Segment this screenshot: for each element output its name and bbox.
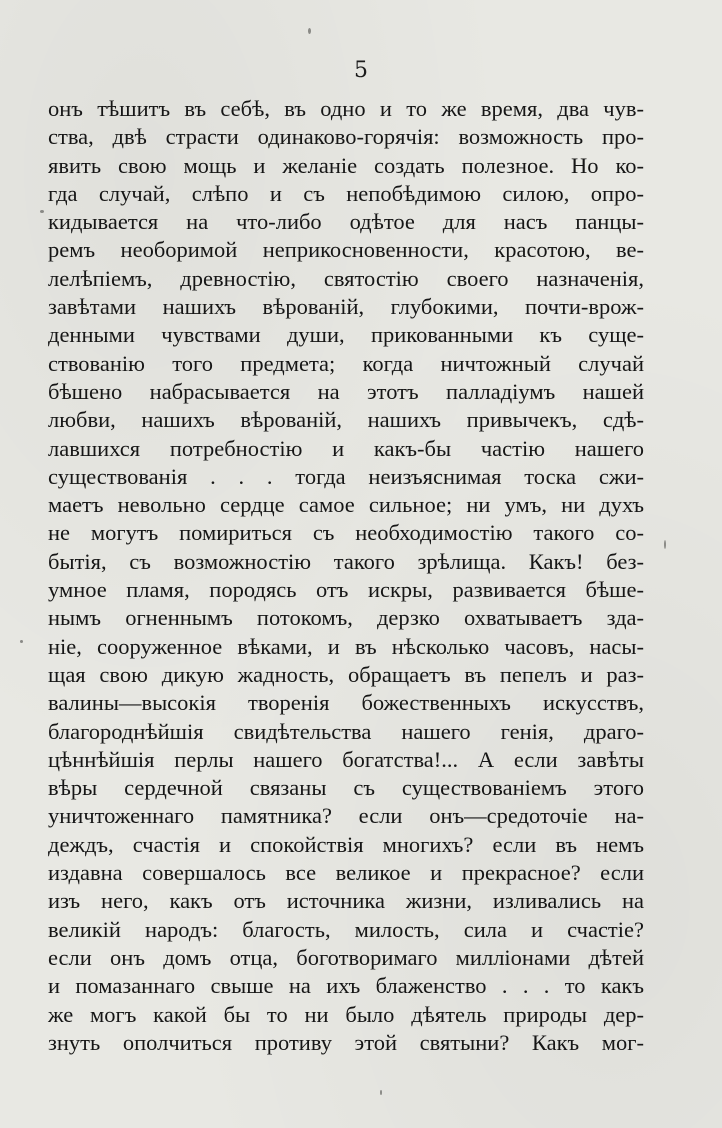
text-line: не могутъ помириться съ необходимостію такого со- (48, 520, 644, 546)
text-line: лавшихся потребностію и какъ-бы частію нашего (48, 435, 644, 461)
text-line: денными чувствами души, прикованными къ суще- (48, 322, 644, 348)
text-line: существованія . . . тогда неизъяснимая тоска сжи- (48, 463, 644, 489)
text-line: благороднѣйшія свидѣтельства нашего генія, драго- (48, 718, 644, 744)
text-line: великій народъ: благость, милость, сила и счастіе? (48, 916, 644, 942)
text-line: если онъ домъ отца, боготворимаго милліонами дѣтей (48, 944, 644, 970)
text-line: онъ тѣшитъ въ себѣ, въ одно и то же время, два чув- (48, 96, 644, 121)
text-line: ніе, сооруженное вѣками, и въ нѣсколько часовъ, насы- (48, 633, 644, 659)
text-line: изъ него, какъ отъ источника жизни, изливались на (48, 888, 644, 914)
text-line: любви, нашихъ вѣрованій, нашихъ привычекъ, сдѣ- (48, 407, 644, 433)
page-number: 5 (354, 58, 368, 83)
text-line: кидывается на что-либо одѣтое для насъ панцы- (48, 209, 644, 235)
text-line: завѣтами нашихъ вѣрованій, глубокими, почти-врож- (48, 294, 644, 320)
text-line: щая свою дикую жадность, обращаетъ въ пепелъ и раз- (48, 661, 644, 687)
text-line: валины—высокія творенія божественныхъ искусствъ, (48, 690, 644, 716)
text-line: бѣшено набрасывается на этотъ палладіумъ нашей (48, 378, 644, 404)
text-line: лелѣпіемъ, древностію, святостію своего назначенія, (48, 265, 644, 291)
body-text (48, 95, 644, 1057)
text-line: знуть ополчиться противу этой святыни? Какъ мог- (48, 1029, 644, 1055)
text-line: гда случай, слѣпо и съ непобѣдимою силою, опро- (48, 180, 644, 206)
text-line: ства, двѣ страсти одинаково-горячія: возможность про- (48, 124, 644, 150)
paper-speck (308, 28, 311, 34)
paper-speck (380, 1090, 382, 1095)
text-line: вѣры сердечной связаны съ существованіемъ этого (48, 775, 644, 801)
text-line: и помазаннаго свыше на ихъ блаженство . . . то какъ (48, 973, 644, 999)
paper-speck (20, 640, 23, 643)
text-line: деждъ, счастія и спокойствія многихъ? если въ немъ (48, 831, 644, 857)
text-line: явить свою мощь и желаніе создать полезное. Но ко- (48, 152, 644, 178)
text-line: нымъ огненнымъ потокомъ, дерзко охватываетъ зда- (48, 605, 644, 631)
text-line: цѣннѣйшія перлы нашего богатства!... А если завѣты (48, 746, 644, 772)
text-line: издавна совершалось все великое и прекрасное? если (48, 860, 644, 886)
paper-speck (664, 540, 666, 549)
text-line: уничтоженнаго памятника? если онъ—средоточіе на- (48, 803, 644, 829)
text-line: ремъ необоримой неприкосновенности, красотою, ве- (48, 237, 644, 263)
text-line: ствованію того предмета; когда ничтожный случай (48, 350, 644, 376)
text-line: маетъ невольно сердце самое сильное; ни умъ, ни духъ (48, 492, 644, 518)
paper-speck (40, 210, 44, 213)
text-line: же могъ какой бы то ни было дѣятель природы дер- (48, 1001, 644, 1027)
text-line: умное пламя, породясь отъ искры, развивается бѣше- (48, 577, 644, 603)
text-line: бытія, съ возможностію такого зрѣлища. Какъ! без- (48, 548, 644, 574)
